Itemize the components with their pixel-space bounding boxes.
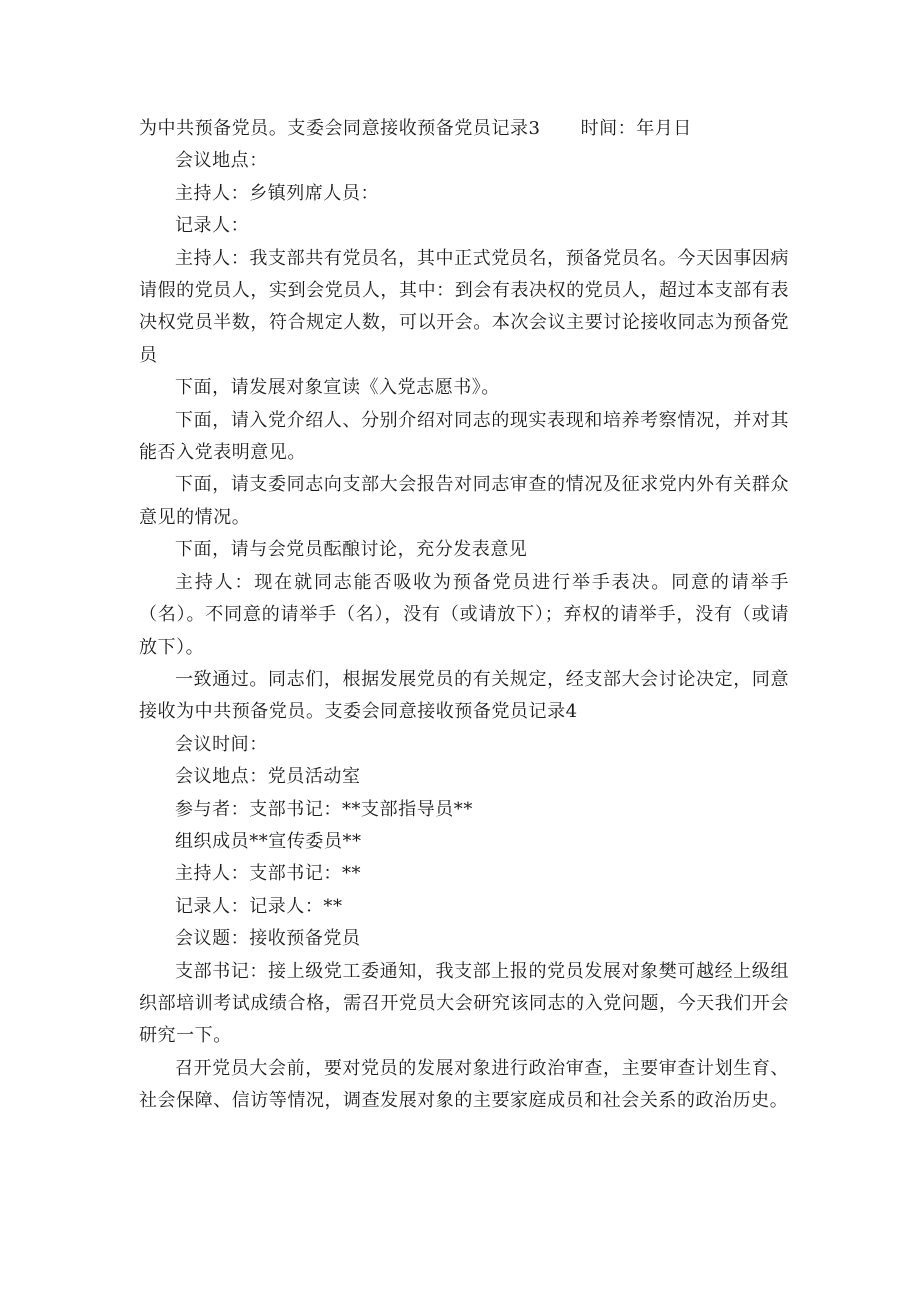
- discussion: 下面，请与会党员酝酿讨论，充分发表意见: [175, 539, 528, 561]
- recorder: 记录人：: [175, 215, 250, 237]
- meeting-location: 会议地点：: [175, 150, 268, 172]
- committee-report: 下面，请支委同志向支部大会报告对同志审查的情况及征求党内外有关群众意见的情况。: [139, 474, 789, 528]
- meeting-location-2: 会议地点：党员活动室: [175, 766, 361, 788]
- participants: 参与者：支部书记：**支部指导员**: [175, 798, 473, 820]
- document-first-line: [139, 113, 789, 145]
- approval-paragraph: 一致通过。同志们，根据发展党员的有关规定，经支部大会讨论决定，同意接收为中共预备党员。支委会同意接收预备党员记录4: [139, 668, 789, 723]
- host-2: 主持人：支部书记：**: [175, 863, 362, 885]
- meeting-time-label: 时间：年月日: [580, 118, 692, 139]
- host-and-attendees: 主持人：乡镇列席人员：: [175, 182, 380, 204]
- oath-reading: 下面，请发展对象宣读《入党志愿书》。: [175, 377, 500, 399]
- introducer-report: 下面，请入党介绍人、分别介绍对同志的现实表现和培养考察情况，并对其能否入党表明意见。: [139, 409, 789, 464]
- document-page: [139, 113, 789, 1118]
- meeting-topic: 会议题：接收预备党员: [175, 928, 361, 950]
- political-review: 召开党员大会前，要对党员的发展对象进行政治审查，主要审查计划生育、社会保障、信访等情况，调查发展对象的主要家庭成员和社会关系的政治历史。: [139, 1057, 789, 1112]
- vote-paragraph: 主持人：现在就同志能否吸收为预备党员进行举手表决。同意的请举手（名）。不同意的请举手（名），没有（或请放下）；弃权的请举手，没有（或请放下）。: [139, 571, 789, 658]
- recorder-2: 记录人：记录人：**: [175, 895, 343, 917]
- secretary-statement: 支部书记：接上级党工委通知，我支部上报的党员发展对象樊可越经上级组织部培训考试成绩合格，需召开党员大会研究该同志的入党问题，今天我们开会研究一下。: [139, 960, 789, 1047]
- host-opening-paragraph: 主持人：我支部共有党员名，其中正式党员名，预备党员名。今天因事因病请假的党员人，实到会党员人，其中：到会有表决权的党员人，超过本支部有表决权党员半数，符合规定人数，可以开会。本次会议主要讨论接收同志为预备党员: [139, 247, 789, 366]
- organization-members: 组织成员**宣传委员**: [175, 830, 362, 852]
- meeting-time: 会议时间：: [175, 733, 268, 755]
- first-line-text: 为中共预备党员。支委会同意接收预备党员记录3: [139, 118, 541, 139]
